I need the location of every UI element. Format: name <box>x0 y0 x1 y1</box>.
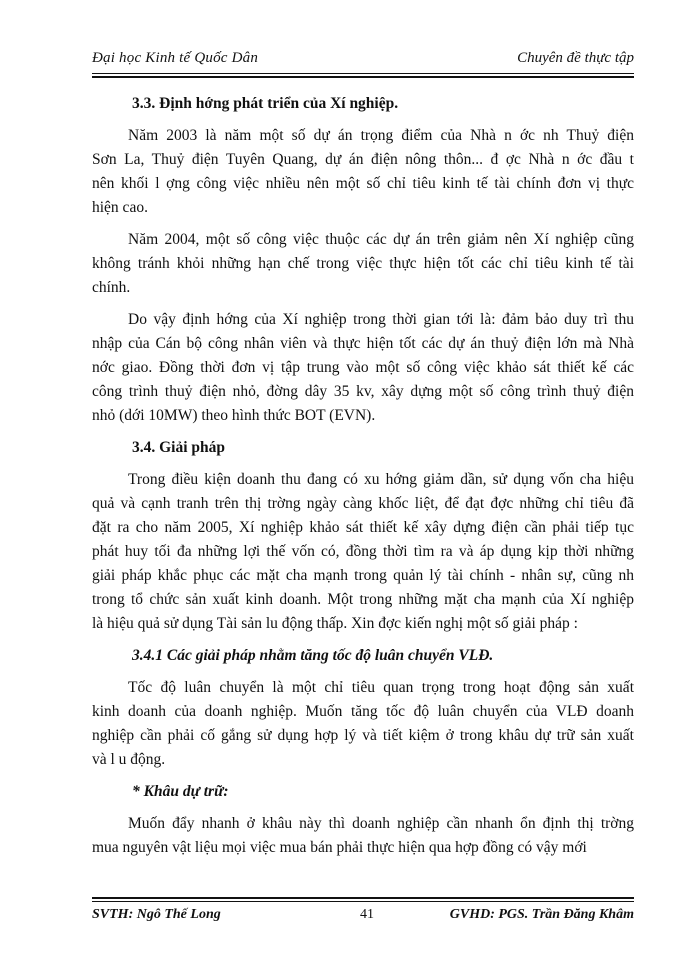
footer-supervisor: GVHD: PGS. Trần Đăng Khâm <box>449 907 634 922</box>
text-line: Muốn đẩy nhanh ở khâu này thì doanh nghiệp cần nhanh ổn định thị trờng <box>128 815 634 832</box>
text-line: Do vậy định hớng của Xí nghiệp trong thời gian tới là: đảm bảo duy trì thu <box>128 311 634 328</box>
text-line: không tránh khỏi những hạn chế trong việc thực hiện tốt các chỉ tiêu kinh tế tài <box>92 255 634 272</box>
paragraph <box>92 676 634 772</box>
footer-student: SVTH: Ngô Thế Long <box>92 907 221 922</box>
header-university: Đại học Kinh tế Quốc Dân <box>92 50 259 66</box>
text-line: Năm 2003 là năm một số dự án trọng điểm của Nhà n ớc nh Thuỷ điện <box>128 127 634 144</box>
text-line: nghiệp cần phải cố gắng sử dụng hợp lý và tiết kiệm ở trong khâu dự trữ sản xuất <box>92 727 634 744</box>
section-heading: 3.4.1 Các giải pháp nhằm tăng tốc độ luân chuyển VLĐ. <box>132 647 494 664</box>
paragraph <box>92 812 634 860</box>
text-line: là hiệu quả sử dụng Tài sản lu động thấp. Xin đợc kiến nghị một số giải pháp : <box>92 615 578 632</box>
text-line: quả và cạnh tranh trên thị trờng ngày càng khốc liệt, để đạt đợc những chỉ tiêu đã <box>92 495 634 512</box>
page-footer <box>92 905 634 927</box>
text-line: công trình thuỷ điện nhỏ, đờng dây 35 kv, xây dựng một số công trình thuỷ điện <box>92 383 634 400</box>
footer-rule-double <box>92 901 634 902</box>
text-line: Sơn La, Thuỷ điện Tuyên Quang, dự án điện nông thôn... đ ợc Nhà n ớc đầu t <box>92 151 634 168</box>
paragraph <box>92 308 634 428</box>
text-line: mua nguyên vật liệu mọi việc mua bán phải thực hiện qua hợp đồng có vậy mới <box>92 839 587 856</box>
text-line: trong tổ chức sản xuất kinh doanh. Một trong những mặt cha mạnh của Xí nghiệp <box>92 591 634 608</box>
header-rule-double <box>92 76 634 78</box>
footer-rule <box>92 897 634 899</box>
section-heading: * Khâu dự trữ: <box>132 783 229 800</box>
text-line: hiện cao. <box>92 199 148 216</box>
text-line: và l u động. <box>92 751 166 768</box>
text-line: kinh doanh của doanh nghiệp. Muốn tăng tốc độ luân chuyển của VLĐ doanh <box>92 703 634 720</box>
text-line: nhập của Cán bộ công nhân viên và thực hiện tốt các dự án thuỷ điện lớn mà Nhà <box>92 335 634 352</box>
header-rule <box>92 73 634 74</box>
page-number: 41 <box>360 907 374 922</box>
page-header <box>92 48 634 72</box>
text-line: Trong điều kiện doanh thu đang có xu hớng giảm dần, sử dụng vốn cha hiệu <box>128 471 634 488</box>
section-heading: 3.3. Định hớng phát triển của Xí nghiệp. <box>132 95 399 112</box>
text-line: chính. <box>92 279 131 296</box>
text-line: nhỏ (dới 10MW) theo hình thức BOT (EVN). <box>92 407 376 424</box>
text-line: Tốc độ luân chuyển là một chỉ tiêu quan trọng trong hoạt động sản xuất <box>128 679 634 696</box>
paragraph <box>92 468 634 636</box>
header-doc-type: Chuyên đề thực tập <box>517 50 634 66</box>
text-line: nớc giao. Đồng thời đơn vị tập trung vào một số công việc khảo sát thiết kế các <box>92 359 634 376</box>
text-line: Năm 2004, một số công việc thuộc các dự án trên giảm nên Xí nghiệp cũng <box>128 231 634 248</box>
section-heading: 3.4. Giải pháp <box>132 439 226 456</box>
paragraph <box>92 124 634 220</box>
document-body <box>92 92 634 868</box>
text-line: phát huy tối đa những lợi thế vốn có, đồng thời tìm ra và áp dụng kịp thời những <box>92 543 634 560</box>
text-line: giải pháp khắc phục các mặt cha mạnh trong quản lý tài chính - nhân sự, cũng nh <box>92 567 634 584</box>
text-line: nên khối l ợng công việc nhiều nên một số chỉ tiêu kinh tế tài chính đơn vị thực <box>92 175 634 192</box>
paragraph <box>92 228 634 300</box>
text-line: đặt ra cho năm 2005, Xí nghiệp khảo sát thiết kế xây dựng điện cần phải tiếp tục <box>92 519 634 536</box>
